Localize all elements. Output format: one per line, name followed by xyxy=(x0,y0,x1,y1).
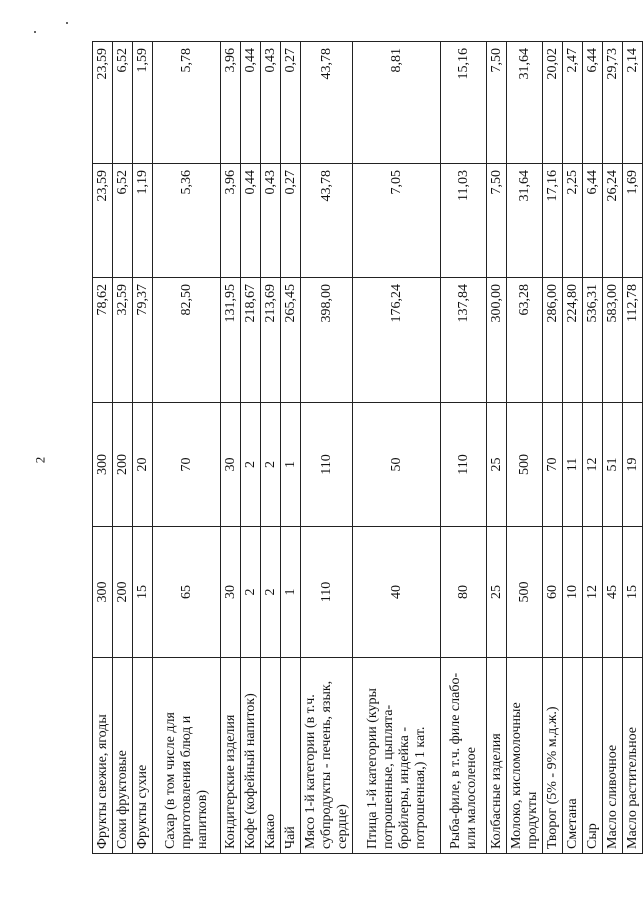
product-name-cell: Масло растительное xyxy=(623,658,643,854)
price-cell: 63,28 xyxy=(507,278,543,403)
price-cell: 176,24 xyxy=(353,278,441,403)
product-name-cell: Масло сливочное xyxy=(603,658,623,854)
gross-weight-cell: 12 xyxy=(583,527,603,658)
cost-cell: 6,44 xyxy=(583,164,603,278)
table-row xyxy=(133,42,153,854)
gross-weight-cell: 45 xyxy=(603,527,623,658)
net-weight-cell: 19 xyxy=(623,403,643,527)
net-weight-cell: 50 xyxy=(353,403,441,527)
cost-cell: 5,36 xyxy=(153,164,221,278)
total-cost-cell: 7,50 xyxy=(487,42,507,164)
cost-cell: 1,69 xyxy=(623,164,643,278)
page-number: 2 xyxy=(32,456,48,464)
scan-speck xyxy=(66,22,68,24)
net-weight-cell: 11 xyxy=(563,403,583,527)
cost-cell: 7,50 xyxy=(487,164,507,278)
table-row xyxy=(543,42,563,854)
table-row xyxy=(153,42,221,854)
price-cell: 112,78 xyxy=(623,278,643,403)
table-row xyxy=(353,42,441,854)
price-cell: 398,00 xyxy=(301,278,353,403)
gross-weight-cell: 1 xyxy=(281,527,301,658)
cost-cell: 2,25 xyxy=(563,164,583,278)
total-cost-cell: 6,52 xyxy=(113,42,133,164)
product-name-cell: Кофе (кофейный напиток) xyxy=(241,658,261,854)
price-cell: 137,84 xyxy=(441,278,487,403)
total-cost-cell: 3,96 xyxy=(221,42,241,164)
gross-weight-cell: 40 xyxy=(353,527,441,658)
price-cell: 300,00 xyxy=(487,278,507,403)
product-name-cell: Соки фруктовые xyxy=(113,658,133,854)
cost-cell: 7,05 xyxy=(353,164,441,278)
gross-weight-cell: 500 xyxy=(507,527,543,658)
total-cost-cell: 2,14 xyxy=(623,42,643,164)
total-cost-cell: 31,64 xyxy=(507,42,543,164)
net-weight-cell: 70 xyxy=(543,403,563,527)
gross-weight-cell: 25 xyxy=(487,527,507,658)
total-cost-cell: 5,78 xyxy=(153,42,221,164)
table-row xyxy=(583,42,603,854)
total-cost-cell: 0,44 xyxy=(241,42,261,164)
product-name-cell: Мясо 1-й категории (в т.ч. субпродукты - печень, язык, сердце) xyxy=(301,658,353,854)
gross-weight-cell: 15 xyxy=(133,527,153,658)
gross-weight-cell: 80 xyxy=(441,527,487,658)
cost-cell: 31,64 xyxy=(507,164,543,278)
total-cost-cell: 20,02 xyxy=(543,42,563,164)
cost-cell: 1,19 xyxy=(133,164,153,278)
cost-cell: 0,27 xyxy=(281,164,301,278)
product-name-cell: Птица 1-й категории (куры потрошенные, цыплята-бройлеры, индейка - потрошенная,) 1 кат. xyxy=(353,658,441,854)
gross-weight-cell: 60 xyxy=(543,527,563,658)
price-cell: 218,67 xyxy=(241,278,261,403)
price-cell: 131,95 xyxy=(221,278,241,403)
net-weight-cell: 2 xyxy=(261,403,281,527)
total-cost-cell: 6,44 xyxy=(583,42,603,164)
price-cell: 79,37 xyxy=(133,278,153,403)
price-cell: 536,31 xyxy=(583,278,603,403)
product-name-cell: Сахар (в том числе для приготовления блюд и напитков) xyxy=(153,658,221,854)
net-weight-cell: 110 xyxy=(441,403,487,527)
total-cost-cell: 0,27 xyxy=(281,42,301,164)
product-name-cell: Сметана xyxy=(563,658,583,854)
scan-speck xyxy=(34,31,36,33)
cost-cell: 0,44 xyxy=(241,164,261,278)
product-name-cell: Молоко, кисломолочные продукты xyxy=(507,658,543,854)
product-name-cell: Колбасные изделия xyxy=(487,658,507,854)
cost-cell: 26,24 xyxy=(603,164,623,278)
table-row xyxy=(241,42,261,854)
gross-weight-cell: 110 xyxy=(301,527,353,658)
net-weight-cell: 300 xyxy=(93,403,113,527)
food-cost-table xyxy=(92,41,643,854)
product-name-cell: Творог (5% - 9% м.д.ж.) xyxy=(543,658,563,854)
total-cost-cell: 29,73 xyxy=(603,42,623,164)
product-name-cell: Какао xyxy=(261,658,281,854)
net-weight-cell: 12 xyxy=(583,403,603,527)
product-name-cell: Фрукты сухие xyxy=(133,658,153,854)
total-cost-cell: 2,47 xyxy=(563,42,583,164)
gross-weight-cell: 30 xyxy=(221,527,241,658)
net-weight-cell: 30 xyxy=(221,403,241,527)
product-name-cell: Чай xyxy=(281,658,301,854)
gross-weight-cell: 15 xyxy=(623,527,643,658)
cost-cell: 11,03 xyxy=(441,164,487,278)
gross-weight-cell: 65 xyxy=(153,527,221,658)
net-weight-cell: 2 xyxy=(241,403,261,527)
table-row xyxy=(261,42,281,854)
cost-cell: 6,52 xyxy=(113,164,133,278)
cost-cell: 23,59 xyxy=(93,164,113,278)
product-name-cell: Сыр xyxy=(583,658,603,854)
cost-cell: 0,43 xyxy=(261,164,281,278)
gross-weight-cell: 200 xyxy=(113,527,133,658)
gross-weight-cell: 300 xyxy=(93,527,113,658)
gross-weight-cell: 2 xyxy=(241,527,261,658)
price-cell: 78,62 xyxy=(93,278,113,403)
table-row xyxy=(487,42,507,854)
product-name-cell: Фрукты свежие, ягоды xyxy=(93,658,113,854)
net-weight-cell: 70 xyxy=(153,403,221,527)
price-cell: 82,50 xyxy=(153,278,221,403)
table-row xyxy=(301,42,353,854)
gross-weight-cell: 2 xyxy=(261,527,281,658)
table-container xyxy=(92,42,640,854)
total-cost-cell: 8,81 xyxy=(353,42,441,164)
table-body xyxy=(93,42,643,854)
gross-weight-cell: 10 xyxy=(563,527,583,658)
total-cost-cell: 1,59 xyxy=(133,42,153,164)
net-weight-cell: 20 xyxy=(133,403,153,527)
price-cell: 286,00 xyxy=(543,278,563,403)
total-cost-cell: 43,78 xyxy=(301,42,353,164)
net-weight-cell: 500 xyxy=(507,403,543,527)
total-cost-cell: 15,16 xyxy=(441,42,487,164)
price-cell: 265,45 xyxy=(281,278,301,403)
cost-cell: 43,78 xyxy=(301,164,353,278)
price-cell: 32,59 xyxy=(113,278,133,403)
table-row xyxy=(603,42,623,854)
net-weight-cell: 1 xyxy=(281,403,301,527)
table-row xyxy=(93,42,113,854)
cost-cell: 17,16 xyxy=(543,164,563,278)
total-cost-cell: 23,59 xyxy=(93,42,113,164)
table-row xyxy=(221,42,241,854)
table-row xyxy=(113,42,133,854)
price-cell: 583,00 xyxy=(603,278,623,403)
table-row xyxy=(507,42,543,854)
price-cell: 224,80 xyxy=(563,278,583,403)
table-row xyxy=(281,42,301,854)
net-weight-cell: 110 xyxy=(301,403,353,527)
table-row xyxy=(441,42,487,854)
net-weight-cell: 200 xyxy=(113,403,133,527)
total-cost-cell: 0,43 xyxy=(261,42,281,164)
table-row xyxy=(623,42,643,854)
net-weight-cell: 25 xyxy=(487,403,507,527)
cost-cell: 3,96 xyxy=(221,164,241,278)
product-name-cell: Кондитерские изделия xyxy=(221,658,241,854)
table-row xyxy=(563,42,583,854)
rotated-table-frame xyxy=(92,42,640,854)
net-weight-cell: 51 xyxy=(603,403,623,527)
price-cell: 213,69 xyxy=(261,278,281,403)
product-name-cell: Рыба-филе, в т.ч. филе слабо-или малосоленое xyxy=(441,658,487,854)
